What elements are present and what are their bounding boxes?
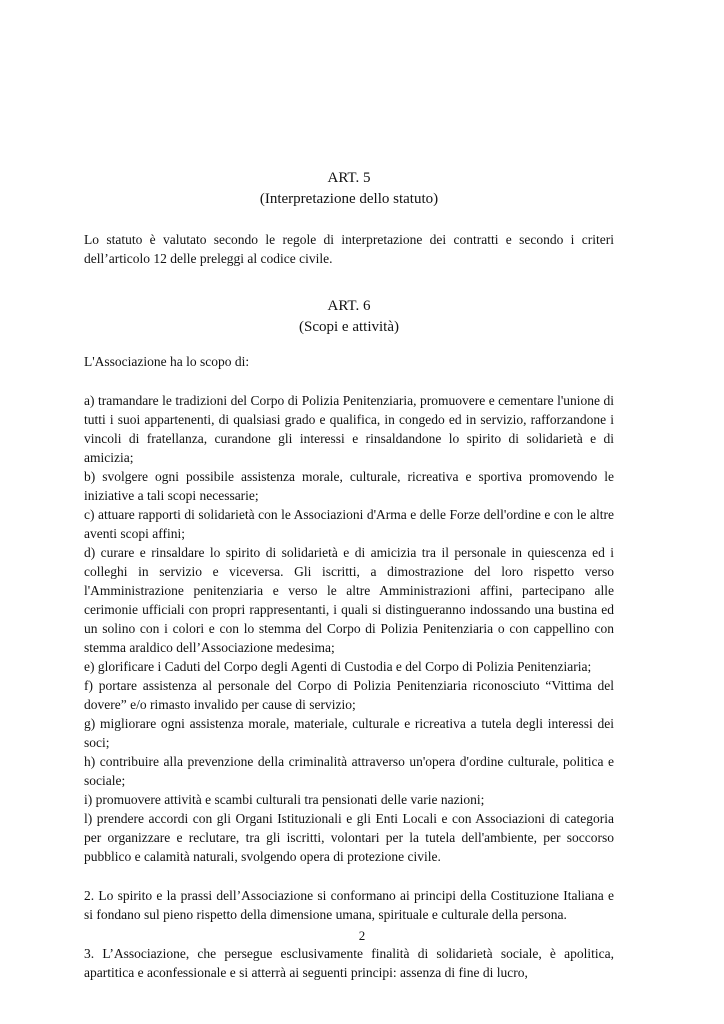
art6-heading: ART. 6 — [327, 298, 371, 314]
document-page — [84, 168, 614, 982]
art5-body: Lo statuto è valutato secondo le regole di interpretazione dei contratti e secondo i criteri dell’articolo 12 delle preleggi al codice civile. — [84, 232, 614, 266]
page-number: 2 — [358, 928, 366, 943]
art6-list — [84, 391, 614, 866]
list-item-f: f) portare assistenza al personale del Corpo di Polizia Penitenziaria riconosciuto “Vittima del dovere” e/o rimasto invalido per cause di servizio; — [84, 678, 614, 712]
art5-heading: ART. 5 — [327, 170, 371, 186]
list-item-c: c) attuare rapporti di solidarietà con le Associazioni d'Arma e delle Forze dell'ordine e con le altre aventi scopi affini; — [84, 507, 614, 541]
art6-subheading: (Scopi e attività) — [299, 319, 399, 335]
list-item-l: l) prendere accordi con gli Organi Istituzionali e gli Enti Locali e con Associazioni di categoria per organizzare e reclutare, tra gli iscritti, volontari per la tutela dell'ambiente, per soccorso pubblico e calamità naturali, svolgendo opera di protezione civile. — [84, 811, 614, 864]
list-item-a: a) tramandare le tradizioni del Corpo di Polizia Penitenziaria, promuovere e cementare l'unione di tutti i suoi appartenenti, di qualsiasi grado e qualifica, in congedo ed in servizio, rafforzandone i vincoli di fratellanza, curandone gli interessi e rinsaldandone lo spirito di solidarietà e di amicizia; — [84, 393, 614, 465]
list-item-b: b) svolgere ogni possibile assistenza morale, culturale, ricreativa e sportiva promovendo le iniziative a tali scopi necessarie; — [84, 469, 614, 503]
list-item-g: g) migliorare ogni assistenza morale, materiale, culturale e ricreativa a tutela degli interessi dei soci; — [84, 716, 614, 750]
art6-paragraph-2: 2. Lo spirito e la prassi dell’Associazione si conformano ai principi della Costituzione Italiana e si fondano sul pieno rispetto della dimensione umana, spirituale e culturale della persona. — [84, 888, 614, 922]
art5-subheading: (Interpretazione dello statuto) — [259, 191, 439, 207]
art6-intro: L'Associazione ha lo scopo di: — [84, 354, 250, 369]
list-item-i: i) promuovere attività e scambi culturali tra pensionati delle varie nazioni; — [84, 792, 485, 807]
list-item-e: e) glorificare i Caduti del Corpo degli Agenti di Custodia e del Corpo di Polizia Penitenziaria; — [84, 659, 592, 674]
list-item-h: h) contribuire alla prevenzione della criminalità attraverso un'opera d'ordine culturale, politica e sociale; — [84, 754, 614, 788]
list-item-d: d) curare e rinsaldare lo spirito di solidarietà e di amicizia tra il personale in quiescenza ed i colleghi in servizio e viceversa. Gli iscritti, a dimostrazione del loro rispetto verso l'Amministrazione penitenziaria e verso le altre Amministrazioni affini, partecipano alle cerimonie ufficiali con propri rappresentanti, i quali si distingueranno indossando una bustina ed un solino con i colori e con lo stemma del Corpo di Polizia Penitenziaria o con cappellino con stemma araldico dell’Associazione medesima; — [84, 545, 614, 655]
art6-paragraph-3: 3. L’Associazione, che persegue esclusivamente finalità di solidarietà sociale, è apolitica, apartitica e aconfessionale e si atterrà ai seguenti principi: assenza di fine di lucro, — [84, 946, 614, 980]
